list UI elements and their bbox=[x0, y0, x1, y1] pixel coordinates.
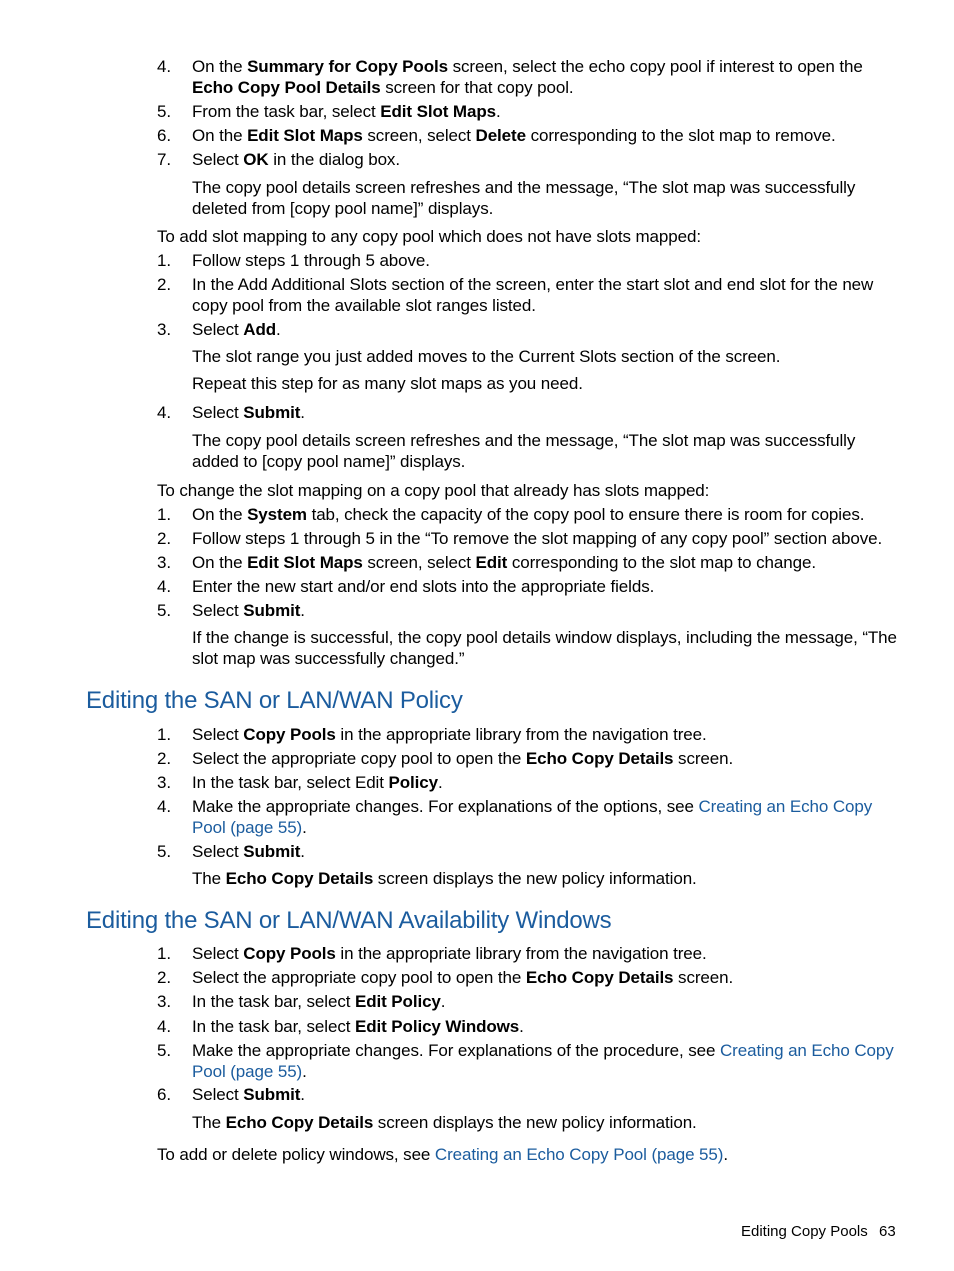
section-heading-availability: Editing the SAN or LAN/WAN Availability Windows bbox=[86, 907, 612, 934]
note-bold-text: Echo Copy Details bbox=[225, 869, 374, 888]
step-item bbox=[157, 600, 902, 621]
step-number: 4. bbox=[157, 577, 171, 596]
step-number: 1. bbox=[157, 725, 171, 744]
closing-text: To add or delete policy windows, see bbox=[157, 1145, 435, 1164]
step-number: 4. bbox=[157, 57, 171, 76]
step-text-part: In the task bar, select Edit bbox=[192, 773, 389, 792]
step-text bbox=[192, 772, 902, 793]
step-number: 6. bbox=[157, 1085, 171, 1104]
step-bold-term: Delete bbox=[475, 126, 526, 145]
closing-paragraph bbox=[157, 1144, 902, 1165]
step-item bbox=[157, 274, 902, 316]
step-note: The copy pool details screen refreshes and the message, “The slot map was successfully deleted from [copy pool name]” displays. bbox=[192, 178, 856, 218]
step-item bbox=[157, 504, 902, 525]
step-text-part: corresponding to the slot map to remove. bbox=[525, 126, 836, 145]
step-number: 3. bbox=[157, 773, 171, 792]
step-bold-term: System bbox=[247, 505, 307, 524]
step-text bbox=[192, 125, 902, 146]
step-item bbox=[157, 724, 902, 745]
step-text bbox=[192, 943, 902, 964]
step-text-part: From the task bar, select bbox=[192, 102, 381, 121]
step-note: The copy pool details screen refreshes and the message, “The slot map was successfully added to [copy pool name]” displays. bbox=[192, 431, 856, 471]
step-item bbox=[157, 1084, 902, 1105]
step-bold-term: Copy Pools bbox=[243, 944, 336, 963]
step-text bbox=[192, 402, 902, 423]
step-text-part: screen, select bbox=[362, 126, 476, 145]
step-text-part: screen for that copy pool. bbox=[380, 78, 574, 97]
step-text bbox=[192, 724, 902, 745]
step-bold-term: Summary for Copy Pools bbox=[247, 57, 448, 76]
step-text-part: On the bbox=[192, 57, 248, 76]
note-text: The bbox=[192, 869, 226, 888]
step-text bbox=[192, 101, 902, 122]
step-text-part: . bbox=[440, 992, 446, 1011]
step-note bbox=[192, 1112, 902, 1133]
step-text-part: Follow steps 1 through 5 in the “To remove the slot mapping of any copy pool” section above. bbox=[192, 529, 883, 548]
step-text-part: Select bbox=[192, 842, 244, 861]
step-text bbox=[192, 796, 902, 838]
step-text-part: tab, check the capacity of the copy pool to ensure there is room for copies. bbox=[306, 505, 865, 524]
step-item bbox=[157, 576, 902, 597]
step-bold-term: Edit bbox=[475, 553, 508, 572]
step-text-part: in the dialog box. bbox=[268, 150, 400, 169]
step-text bbox=[192, 250, 902, 271]
step-text bbox=[192, 1084, 902, 1105]
step-number: 1. bbox=[157, 944, 171, 963]
step-item bbox=[157, 796, 902, 838]
step-text-part: Select the appropriate copy pool to open the bbox=[192, 749, 526, 768]
step-text-part: Select bbox=[192, 320, 244, 339]
step-text-part: Follow steps 1 through 5 above. bbox=[192, 251, 430, 270]
note-text: The bbox=[192, 1113, 226, 1132]
step-item bbox=[157, 772, 902, 793]
step-text-part: Select the appropriate copy pool to open the bbox=[192, 968, 526, 987]
step-bold-term: Edit Slot Maps bbox=[247, 126, 363, 145]
step-item bbox=[157, 1040, 902, 1082]
step-bold-term: Echo Copy Details bbox=[525, 968, 674, 987]
step-text-body: Make the appropriate changes. For explanations of the options, see bbox=[192, 797, 699, 816]
step-item bbox=[157, 101, 902, 122]
step-number: 2. bbox=[157, 968, 171, 987]
step-text-part: Select bbox=[192, 150, 244, 169]
step-bold-term: Add bbox=[243, 320, 277, 339]
step-text bbox=[192, 319, 902, 340]
step-note: If the change is successful, the copy pool details window displays, including the message, “The slot map was successfully changed.” bbox=[192, 628, 897, 668]
step-text bbox=[192, 748, 902, 769]
step-number: 1. bbox=[157, 251, 171, 270]
step-text-part: screen. bbox=[673, 968, 734, 987]
step-text-body: Make the appropriate changes. For explanations of the procedure, see bbox=[192, 1041, 720, 1060]
section-intro: To add slot mapping to any copy pool which does not have slots mapped: bbox=[157, 227, 701, 246]
step-item bbox=[157, 250, 902, 271]
step-text-part: Select bbox=[192, 725, 244, 744]
step-text bbox=[192, 56, 902, 98]
section-heading-policy: Editing the SAN or LAN/WAN Policy bbox=[86, 687, 463, 714]
step-text-part: . bbox=[300, 1085, 305, 1104]
step-number: 5. bbox=[157, 842, 171, 861]
creating-echo-copy-pool-link[interactable]: Creating an Echo Copy Pool (page 55) bbox=[434, 1145, 724, 1164]
step-bold-term: Echo Copy Pool Details bbox=[192, 78, 381, 97]
step-item bbox=[157, 748, 902, 769]
step-text bbox=[192, 1016, 902, 1037]
step-bold-term: Edit Policy Windows bbox=[354, 1017, 520, 1036]
step-text-part: in the appropriate library from the navigation tree. bbox=[335, 725, 707, 744]
note-text: screen displays the new policy information. bbox=[373, 869, 697, 888]
step-bold-term: Edit Policy bbox=[354, 992, 441, 1011]
step-text-part: screen. bbox=[673, 749, 734, 768]
step-text-part: Select bbox=[192, 601, 244, 620]
step-number: 2. bbox=[157, 275, 171, 294]
step-item bbox=[157, 56, 902, 98]
step-bold-term: OK bbox=[243, 150, 269, 169]
step-number: 4. bbox=[157, 403, 171, 422]
section-intro: To change the slot mapping on a copy pool that already has slots mapped: bbox=[157, 481, 710, 500]
creating-echo-copy-pool-link[interactable]: Creating an Echo Copy Pool (page 55) bbox=[192, 797, 873, 837]
step-item bbox=[157, 149, 902, 170]
step-bold-term: Edit Slot Maps bbox=[380, 102, 496, 121]
step-number: 3. bbox=[157, 320, 171, 339]
step-number: 2. bbox=[157, 749, 171, 768]
step-text-part: Select bbox=[192, 403, 244, 422]
step-note bbox=[192, 868, 902, 889]
step-text-part: In the task bar, select bbox=[192, 1017, 355, 1036]
step-number: 4. bbox=[157, 797, 171, 816]
step-bold-term: Edit Slot Maps bbox=[247, 553, 363, 572]
step-text bbox=[192, 504, 902, 525]
page-number: 63 bbox=[879, 1223, 896, 1240]
step-text bbox=[192, 576, 902, 597]
step-text-part: . bbox=[300, 601, 305, 620]
step-text-part: . bbox=[495, 102, 501, 121]
step-text-part: . bbox=[276, 320, 281, 339]
step-text-part: Select bbox=[192, 1085, 244, 1104]
step-item bbox=[157, 991, 902, 1012]
step-text bbox=[192, 991, 902, 1012]
step-number: 4. bbox=[157, 1017, 171, 1036]
step-bold-term: Echo Copy Details bbox=[525, 749, 674, 768]
step-text bbox=[192, 149, 902, 170]
step-text-part: screen, select the echo copy pool if interest to open the bbox=[447, 57, 863, 76]
step-text bbox=[192, 600, 902, 621]
step-text-part: . bbox=[437, 773, 443, 792]
step-text-part: in the appropriate library from the navigation tree. bbox=[335, 944, 707, 963]
step-text bbox=[192, 1040, 902, 1082]
step-item bbox=[157, 943, 902, 964]
step-text bbox=[192, 841, 902, 862]
step-text-end: . bbox=[302, 818, 307, 837]
step-text-part: . bbox=[300, 842, 305, 861]
step-text-part: screen, select bbox=[362, 553, 476, 572]
footer-section-title: Editing Copy Pools bbox=[741, 1223, 868, 1240]
step-text-part: Select bbox=[192, 944, 244, 963]
step-note: The slot range you just added moves to the Current Slots section of the screen. bbox=[192, 347, 781, 366]
step-item bbox=[157, 967, 902, 988]
step-bold-term: Submit bbox=[243, 1085, 301, 1104]
step-number: 3. bbox=[157, 992, 171, 1011]
step-text-end: . bbox=[302, 1062, 307, 1081]
step-number: 3. bbox=[157, 553, 171, 572]
step-item bbox=[157, 841, 902, 862]
note-bold-text: Echo Copy Details bbox=[225, 1113, 374, 1132]
step-text-part: . bbox=[519, 1017, 524, 1036]
step-text bbox=[192, 552, 902, 573]
step-text-part: corresponding to the slot map to change. bbox=[507, 553, 816, 572]
step-number: 7. bbox=[157, 150, 171, 169]
step-item bbox=[157, 402, 902, 423]
step-text-part: On the bbox=[192, 126, 248, 145]
step-number: 5. bbox=[157, 102, 171, 121]
step-number: 2. bbox=[157, 529, 171, 548]
step-text-part: . bbox=[300, 403, 305, 422]
step-number: 5. bbox=[157, 1041, 171, 1060]
step-item bbox=[157, 528, 902, 549]
step-note: Repeat this step for as many slot maps as you need. bbox=[192, 374, 583, 393]
step-item bbox=[157, 319, 902, 340]
step-text-part: Enter the new start and/or end slots into the appropriate fields. bbox=[192, 577, 655, 596]
note-text: screen displays the new policy information. bbox=[373, 1113, 697, 1132]
step-text bbox=[192, 967, 902, 988]
step-number: 6. bbox=[157, 126, 171, 145]
step-text bbox=[192, 274, 902, 316]
step-text bbox=[192, 528, 902, 549]
step-bold-term: Submit bbox=[243, 601, 301, 620]
step-item bbox=[157, 552, 902, 573]
creating-echo-copy-pool-link[interactable]: Creating an Echo Copy Pool (page 55) bbox=[192, 1041, 894, 1081]
step-text-part: In the task bar, select bbox=[192, 992, 355, 1011]
step-item bbox=[157, 1016, 902, 1037]
closing-end: . bbox=[723, 1145, 728, 1164]
step-number: 5. bbox=[157, 601, 171, 620]
step-text-part: On the bbox=[192, 553, 248, 572]
step-item bbox=[157, 125, 902, 146]
step-text-part: In the Add Additional Slots section of the screen, enter the start slot and end slot for the new copy pool from the available slot ranges listed. bbox=[192, 275, 874, 315]
step-number: 1. bbox=[157, 505, 171, 524]
step-bold-term: Policy bbox=[388, 773, 438, 792]
step-bold-term: Submit bbox=[243, 403, 301, 422]
step-bold-term: Submit bbox=[243, 842, 301, 861]
step-text-part: On the bbox=[192, 505, 248, 524]
step-bold-term: Copy Pools bbox=[243, 725, 336, 744]
